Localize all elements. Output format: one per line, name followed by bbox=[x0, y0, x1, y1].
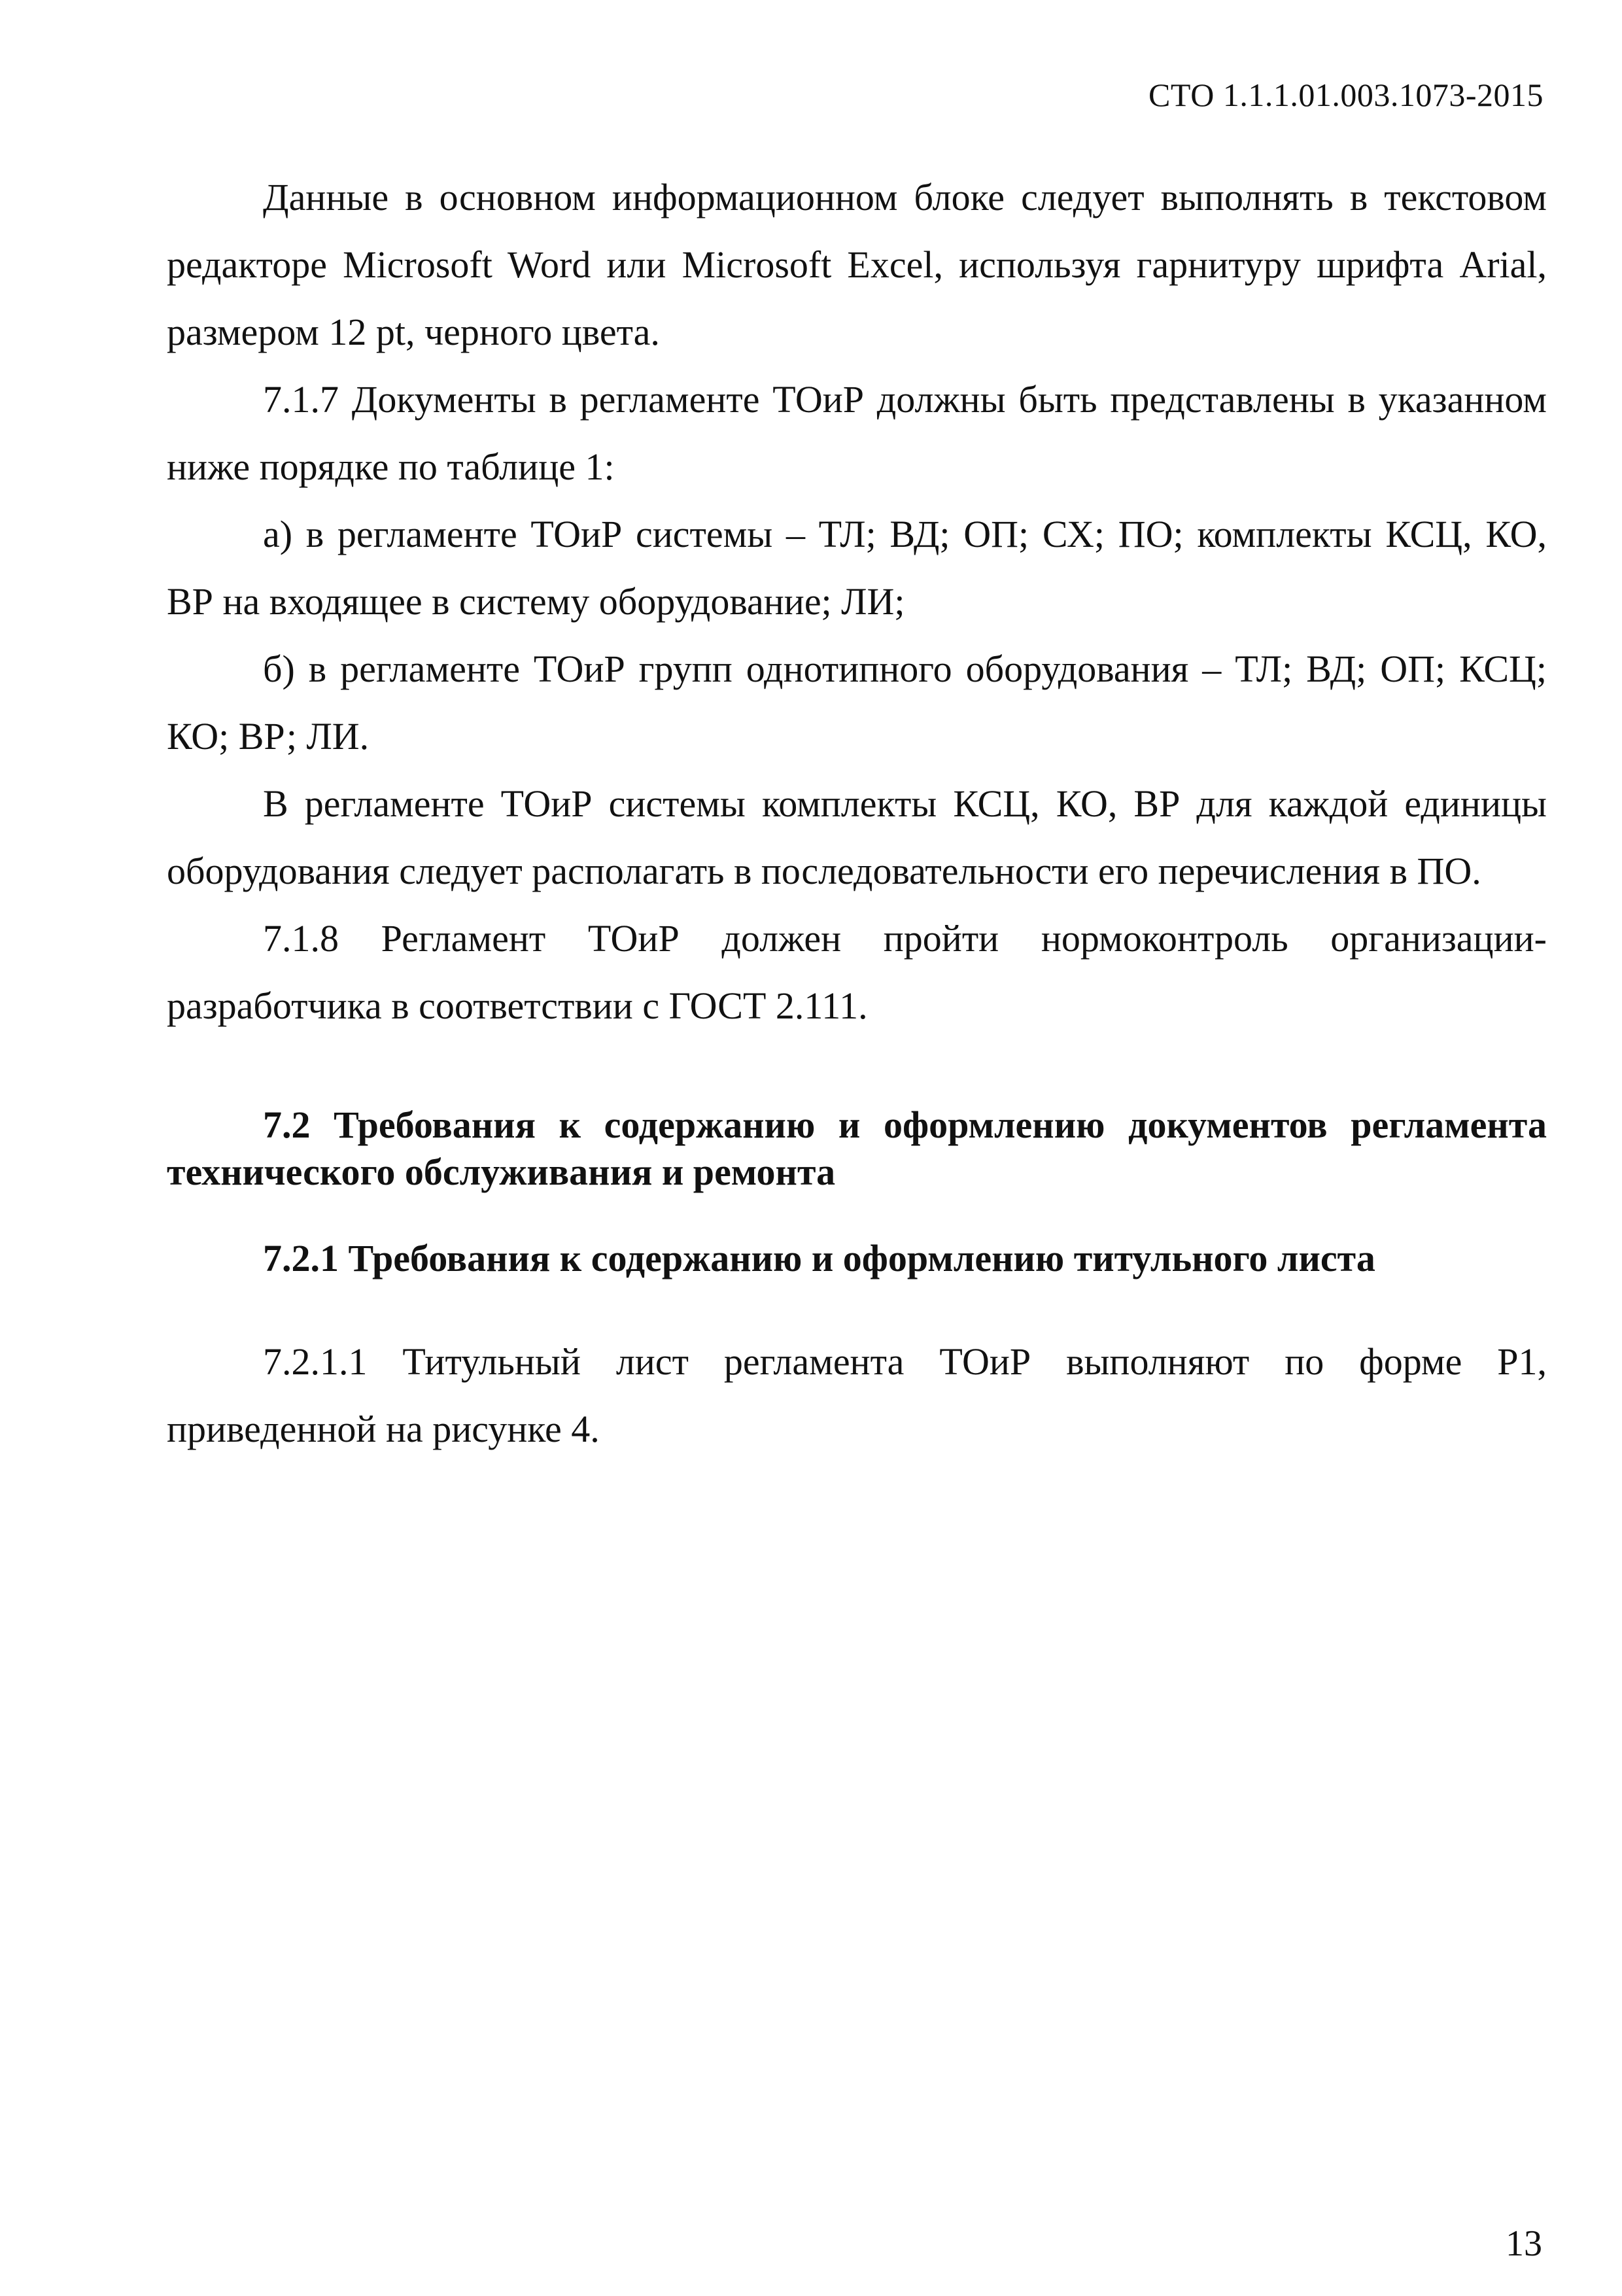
list-item-a: а) в регламенте ТОиР системы – ТЛ; ВД; ОП; СХ; ПО; комплекты КСЦ, КО, ВР на входящее в систему оборудование; ЛИ; bbox=[167, 513, 1547, 623]
paragraph-7-2-1-1: 7.2.1.1 Титульный лист регламента ТОиР выполняют по форме Р1, приведенной на рисунке 4. bbox=[167, 1340, 1547, 1450]
list-item-b: б) в регламенте ТОиР групп однотипного оборудования – ТЛ; ВД; ОП; КСЦ; КО; ВР; ЛИ. bbox=[167, 648, 1547, 757]
page-number: 13 bbox=[1506, 2223, 1542, 2264]
paragraph-7-1-8: 7.1.8 Регламент ТОиР должен пройти нормоконтроль организации-разработчика в соответствии с ГОСТ 2.111. bbox=[167, 917, 1547, 1027]
paragraph-7-1-7: 7.1.7 Документы в регламенте ТОиР должны быть представлены в указанном ниже порядке по таблице 1: bbox=[167, 378, 1547, 488]
section-heading-7-2: 7.2 Требования к содержанию и оформлению документов регламента технического обслуживания и ремонта bbox=[167, 1104, 1547, 1193]
page-body bbox=[167, 164, 1547, 1463]
document-code: СТО 1.1.1.01.003.1073-2015 bbox=[1148, 77, 1544, 113]
paragraph-info-block-format: Данные в основном информационном блоке следует выполнять в текстовом редакторе Microsoft Word или Microsoft Excel, используя гарнитуру шрифта Arial, размером 12 pt, черного цвета. bbox=[167, 176, 1547, 353]
subsection-heading-7-2-1: 7.2.1 Требования к содержанию и оформлению титульного листа bbox=[263, 1237, 1375, 1279]
paragraph-system-sets: В регламенте ТОиР системы комплекты КСЦ, КО, ВР для каждой единицы оборудования следует располагать в последовательности его перечисления в ПО. bbox=[167, 782, 1547, 892]
